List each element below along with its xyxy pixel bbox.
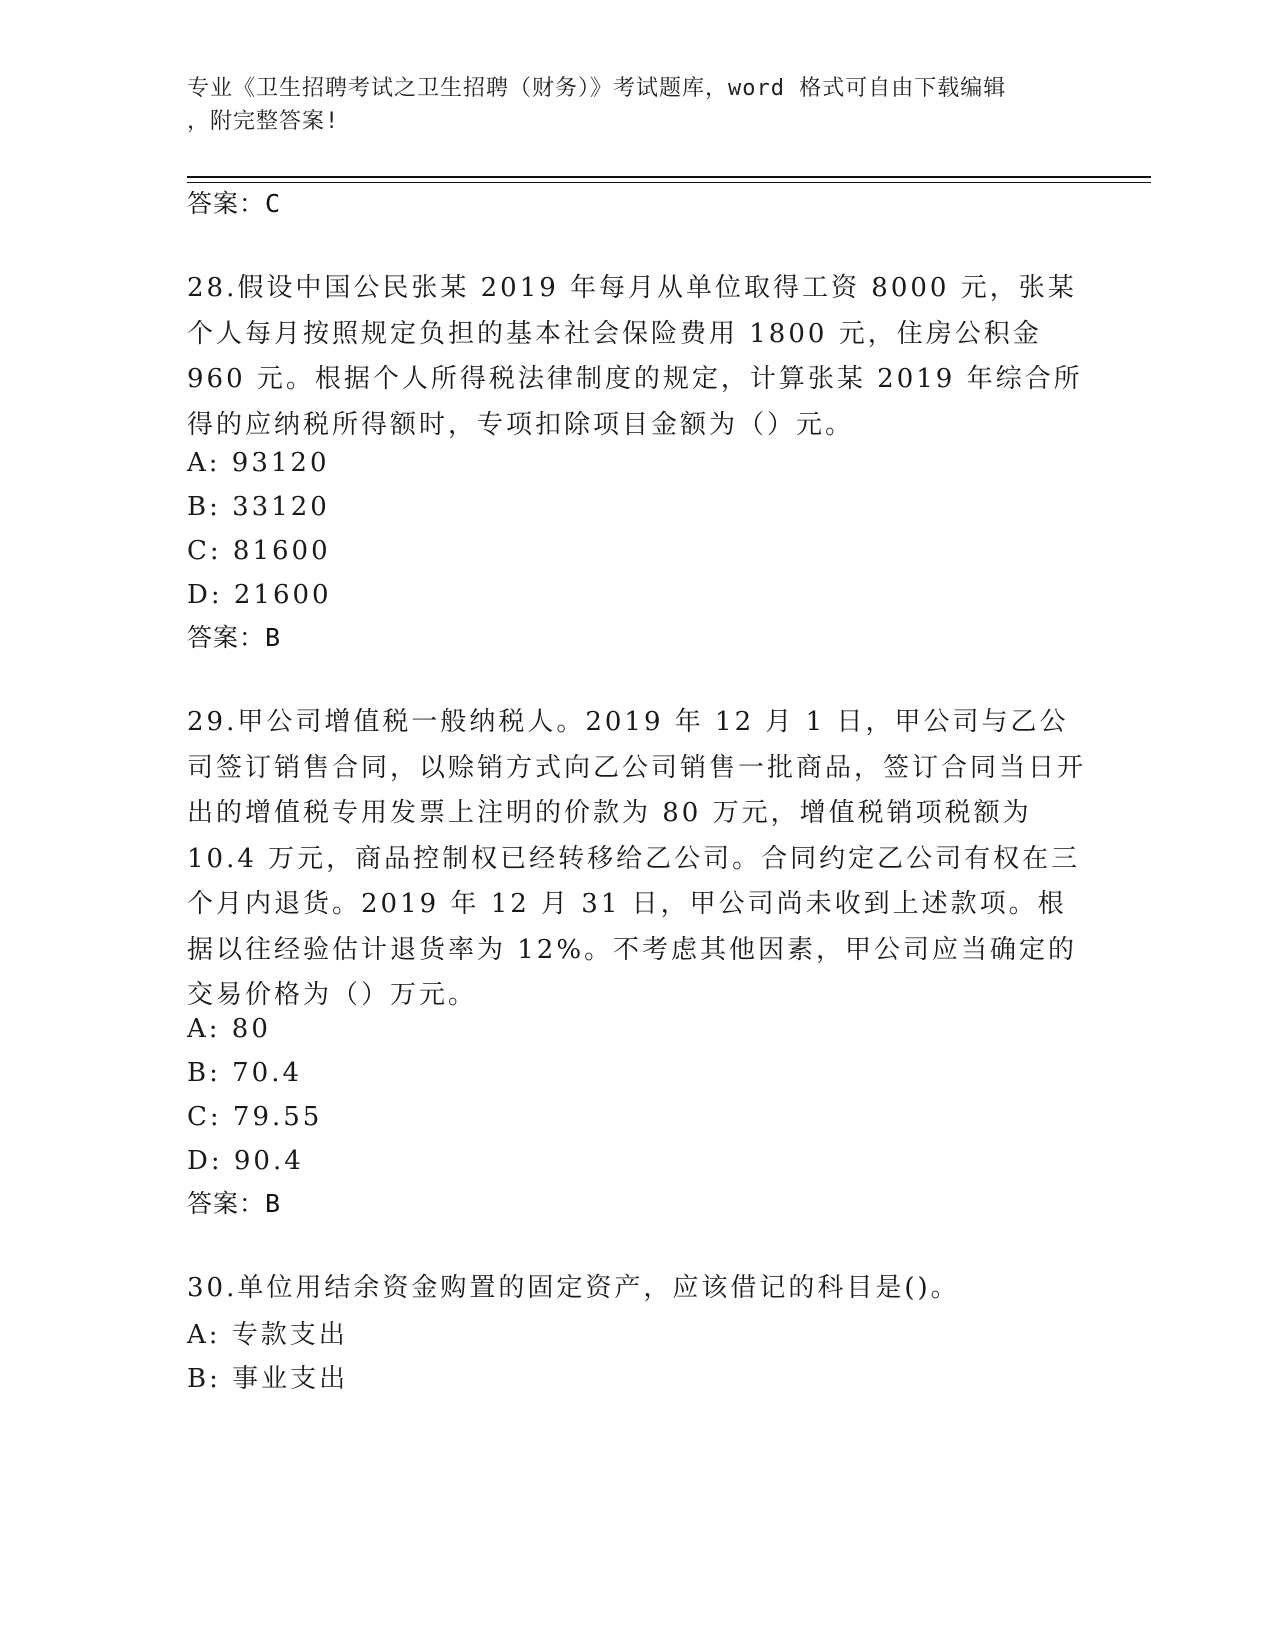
header-rule-thick [187, 176, 1151, 178]
answer-29: 答案：B [187, 1189, 282, 1218]
header-line-1: 专业《卫生招聘考试之卫生招聘（财务）》考试题库，word 格式可自由下载编辑 [187, 76, 1007, 101]
question-29-stem: 29.甲公司增值税一般纳税人。2019 年 12 月 1 日，甲公司与乙公司签订销售合同，以赊销方式向乙公司销售一批商品，签订合同当日开出的增值税专用发票上注明的价款为 80 万元，增值税销项税额为 10.4 万元，商品控制权已经转移给乙公司。合同约定乙公司有权在三个月内退货。2019 年 12 月 31 日，甲公司尚未收到上述款项。根据以往经验估计退货率为 12%。不考虑其他因素，甲公司应当确定的交易价格为（）万元。 [187, 707, 1087, 1010]
question-28-option-c: C: 81600 [187, 536, 331, 566]
answer-28: 答案：B [187, 623, 282, 652]
question-29-option-d: D: 90.4 [187, 1146, 304, 1176]
question-28-stem: 28.假设中国公民张某 2019 年每月从单位取得工资 8000 元，张某个人每月按照规定负担的基本社会保险费用 1800 元，住房公积金 960 元。根据个人所得税法律制度的规定，计算张某 2019 年综合所得的应纳税所得额时，专项扣除项目金额为（）元。 [187, 273, 1083, 440]
question-28-option-a: A: 93120 [187, 448, 330, 478]
question-29-option-b: B: 70.4 [187, 1058, 303, 1088]
question-30-option-b: B: 事业支出 [187, 1364, 349, 1394]
question-28-option-d: D: 21600 [187, 580, 332, 610]
question-29-option-a: A: 80 [187, 1014, 271, 1044]
question-28-option-b: B: 33120 [187, 492, 330, 522]
answer-27: 答案：C [187, 189, 282, 218]
header-line-2: ，附完整答案! [187, 109, 340, 134]
question-29-option-c: C: 79.55 [187, 1102, 323, 1132]
header-rule-thin [187, 182, 1151, 183]
question-30-option-a: A: 专款支出 [187, 1320, 348, 1350]
question-30-stem: 30.单位用结余资金购置的固定资产，应该借记的科目是()。 [187, 1273, 960, 1303]
document-header [187, 72, 1067, 138]
